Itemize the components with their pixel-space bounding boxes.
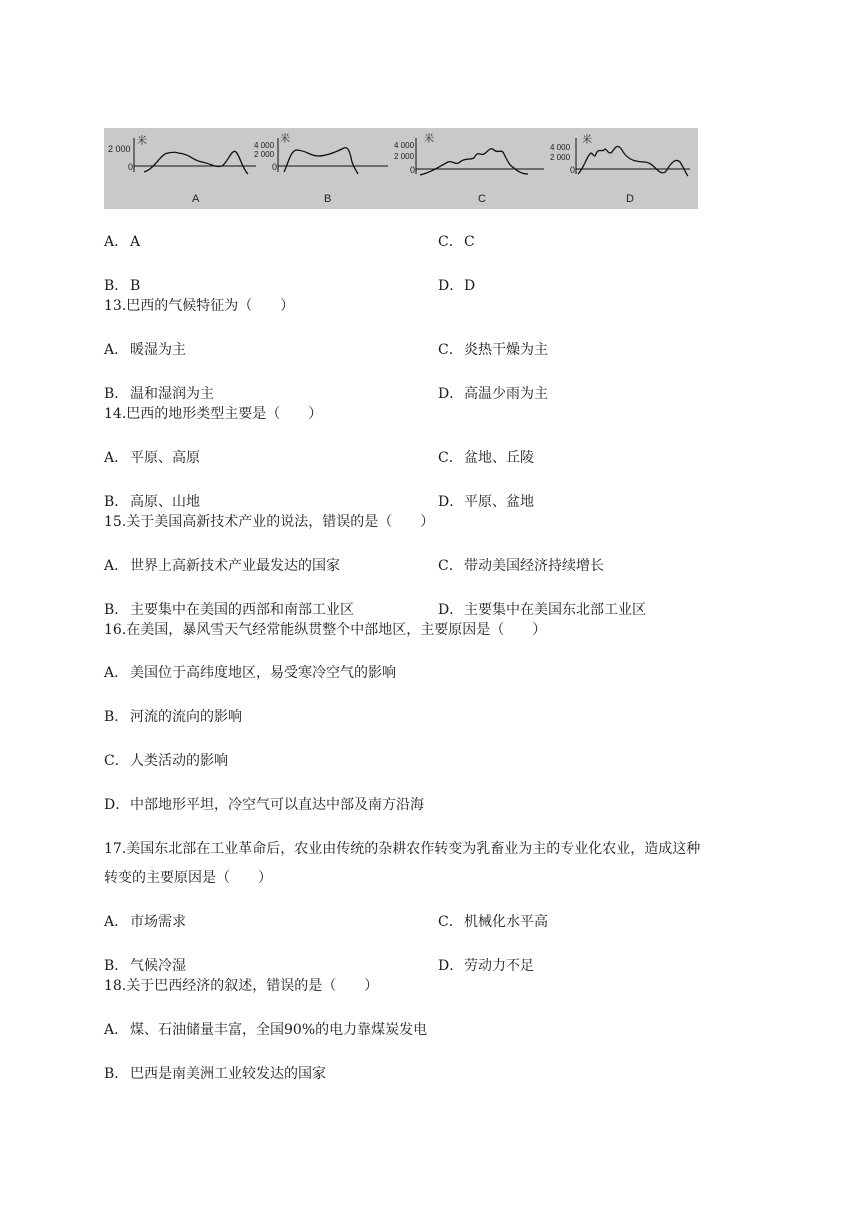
panel-a-tick-2000: 2 000 — [108, 144, 131, 154]
q16-option-d[interactable] — [104, 795, 424, 815]
option-text: 温和湿润为主 — [130, 386, 214, 402]
panel-c-tick-2000: 2 000 — [394, 152, 415, 161]
option-text: A — [130, 234, 141, 250]
q16-option-b[interactable] — [104, 707, 242, 727]
option-text: 美国位于高纬度地区，易受寒冷空气的影响 — [130, 665, 396, 681]
q13-option-c[interactable] — [438, 340, 548, 360]
q15-option-c[interactable] — [438, 556, 604, 576]
q13-stem: 13.巴西的气候特征为（ ） — [104, 298, 295, 314]
option-text: 劳动力不足 — [464, 958, 534, 974]
option-text: 平原、盆地 — [464, 494, 534, 510]
option-letter: B． — [104, 278, 129, 294]
option-text: 炎热干燥为主 — [464, 342, 548, 358]
option-text: 机械化水平高 — [464, 914, 548, 930]
panel-d-tick-0: 0 — [570, 165, 576, 175]
option-letter: A． — [104, 665, 129, 681]
q14-stem: 14.巴西的地形类型主要是（ ） — [104, 406, 323, 422]
q17-stem-line1: 17.美国东北部在工业革命后，农业由传统的杂耕农作转变为乳畜业为主的专业化农业，造成这种 — [104, 841, 701, 857]
profile-panel-c — [394, 132, 544, 205]
q18-stem: 18.关于巴西经济的叙述，错误的是（ ） — [104, 978, 379, 994]
option-text: 高温少雨为主 — [464, 386, 548, 402]
q13-option-d[interactable] — [438, 384, 548, 404]
q17-option-a[interactable] — [104, 912, 186, 932]
panel-c-tick-0: 0 — [410, 165, 416, 175]
option-text: 中部地形平坦，冷空气可以直达中部及南方沿海 — [130, 797, 424, 813]
option-letter: A． — [104, 558, 129, 574]
option-letter: B． — [104, 386, 129, 402]
terrain-profiles-svg — [104, 128, 698, 209]
option-letter: C． — [438, 450, 463, 466]
panel-a-label: A — [192, 193, 200, 205]
option-letter: D． — [438, 958, 464, 974]
q14-option-d[interactable] — [438, 492, 534, 512]
option-text: 河流的流向的影响 — [130, 709, 242, 725]
q14-option-a[interactable] — [104, 448, 200, 468]
option-text: 暖湿为主 — [130, 342, 186, 358]
option-letter: D． — [438, 494, 464, 510]
option-letter: B． — [104, 602, 129, 618]
q14-option-c[interactable] — [438, 448, 534, 468]
option-letter: A． — [104, 914, 129, 930]
option-letter: B． — [104, 709, 129, 725]
panel-a-unit: 米 — [137, 136, 147, 147]
option-text: 世界上高新技术产业最发达的国家 — [130, 558, 340, 574]
panel-b-tick-0: 0 — [272, 162, 278, 172]
option-letter: C． — [438, 234, 463, 250]
q12-option-c[interactable] — [438, 232, 475, 252]
q15-option-b[interactable] — [104, 600, 354, 620]
q12-option-b[interactable] — [104, 276, 140, 296]
q17-stem-line2: 转变的主要原因是（ ） — [104, 870, 272, 886]
panel-d-unit: 米 — [582, 135, 592, 146]
q12-option-a[interactable] — [104, 232, 140, 252]
option-text: 盆地、丘陵 — [464, 450, 534, 466]
option-text: C — [464, 234, 475, 250]
option-text: 主要集中在美国的西部和南部工业区 — [130, 602, 354, 618]
option-letter: A． — [104, 234, 129, 250]
option-letter: C． — [104, 753, 129, 769]
option-text: 煤、石油储量丰富，全国90%的电力靠煤炭发电 — [130, 1022, 428, 1038]
terrain-profile-figure — [104, 128, 698, 209]
option-letter: B． — [104, 494, 129, 510]
option-letter: D． — [438, 602, 464, 618]
option-letter: D． — [438, 386, 464, 402]
panel-c-label: C — [478, 193, 486, 205]
panel-b-tick-4000: 4 000 — [254, 141, 275, 150]
panel-d-label: D — [626, 193, 634, 205]
profile-panel-b — [254, 132, 388, 205]
option-letter: B． — [104, 1066, 129, 1082]
q15-option-a[interactable] — [104, 556, 340, 576]
panel-a-tick-0: 0 — [128, 162, 134, 172]
option-text: 主要集中在美国东北部工业区 — [464, 602, 646, 618]
option-text: 高原、山地 — [130, 494, 200, 510]
panel-c-unit: 米 — [424, 134, 434, 145]
option-letter: A． — [104, 342, 129, 358]
option-text: 带动美国经济持续增长 — [464, 558, 604, 574]
option-text: 平原、高原 — [130, 450, 200, 466]
q14-option-b[interactable] — [104, 492, 200, 512]
q17-option-b[interactable] — [104, 956, 186, 976]
option-text: 人类活动的影响 — [130, 753, 228, 769]
panel-b-tick-2000: 2 000 — [254, 150, 275, 159]
panel-d-tick-2000: 2 000 — [550, 153, 571, 162]
panel-d-tick-4000: 4 000 — [550, 143, 571, 152]
q16-option-c[interactable] — [104, 751, 228, 771]
q15-option-d[interactable] — [438, 600, 646, 620]
q13-option-a[interactable] — [104, 340, 186, 360]
option-letter: C． — [438, 342, 463, 358]
panel-c-tick-4000: 4 000 — [394, 141, 415, 150]
q15-stem: 15.关于美国高新技术产业的说法，错误的是（ ） — [104, 514, 435, 530]
option-text: 市场需求 — [130, 914, 186, 930]
option-text: B — [130, 278, 141, 294]
option-letter: A． — [104, 450, 129, 466]
q13-option-b[interactable] — [104, 384, 214, 404]
q16-stem: 16.在美国，暴风雪天气经常能纵贯整个中部地区，主要原因是（ ） — [104, 622, 547, 638]
option-letter: C． — [438, 914, 463, 930]
option-letter: A． — [104, 1022, 129, 1038]
option-text: D — [464, 278, 476, 294]
option-text: 巴西是南美洲工业较发达的国家 — [130, 1066, 326, 1082]
q18-option-a[interactable] — [104, 1020, 427, 1040]
q17-option-c[interactable] — [438, 912, 548, 932]
panel-b-label: B — [324, 193, 332, 205]
option-letter: D． — [438, 278, 464, 294]
q17-option-d[interactable] — [438, 956, 534, 976]
option-letter: D． — [104, 797, 130, 813]
profile-panel-a — [108, 134, 256, 205]
panel-b-unit: 米 — [280, 134, 290, 145]
option-text: 气候冷湿 — [130, 958, 186, 974]
option-letter: C． — [438, 558, 463, 574]
q12-option-d[interactable] — [438, 276, 475, 296]
q16-option-a[interactable] — [104, 663, 396, 683]
q18-option-b[interactable] — [104, 1064, 326, 1084]
option-letter: B． — [104, 958, 129, 974]
profile-panel-d — [550, 133, 690, 205]
